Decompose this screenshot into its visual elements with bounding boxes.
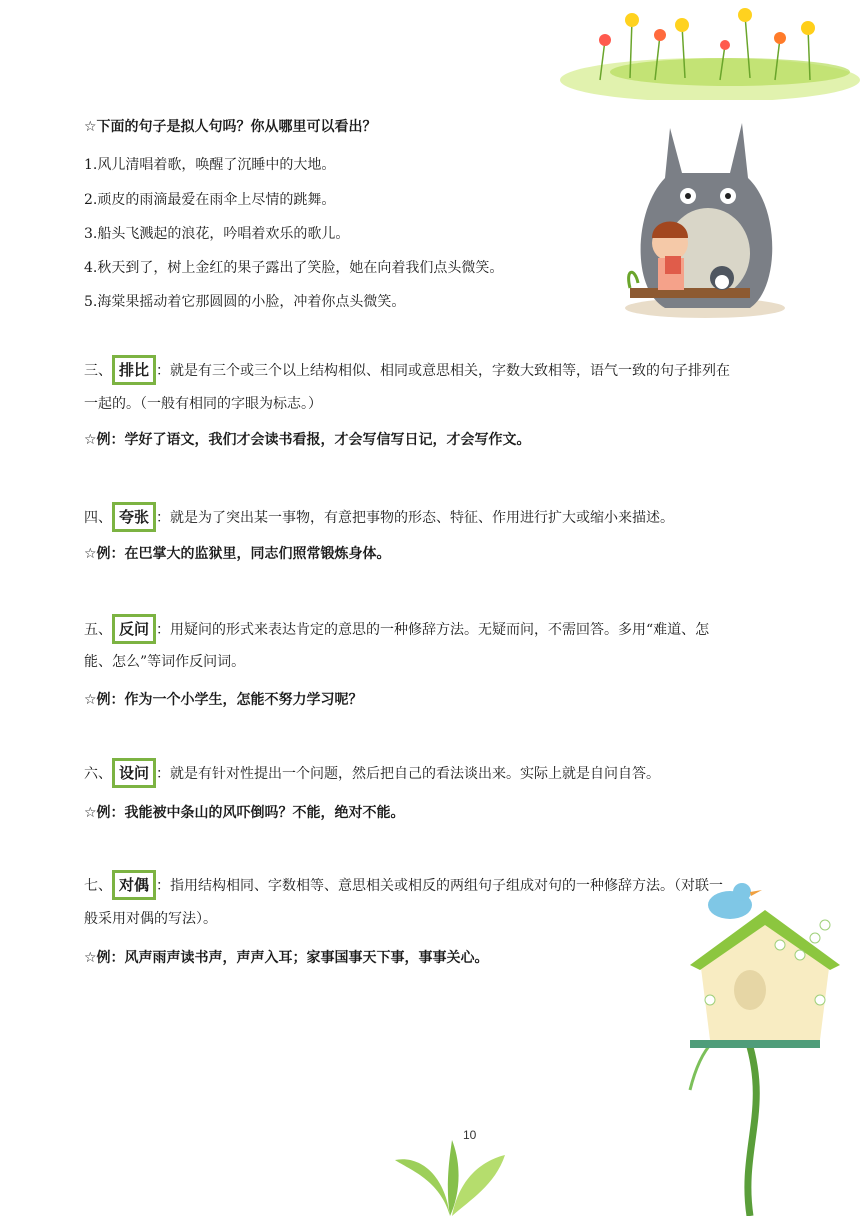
section-number: 六、: [84, 766, 112, 782]
example-sentence: ☆例：在巴掌大的监狱里，同志们照常锻炼身体。: [84, 546, 391, 562]
example-sentence: ☆例：学好了语文，我们才会读书看报，才会写信写日记，才会写作文。: [84, 432, 531, 448]
section-fanwen-definition: [84, 614, 709, 644]
definition-text: ：就是有针对性提出一个问题，然后把自己的看法谈出来。实际上就是自问自答。: [156, 766, 661, 782]
section-shewen-definition: [84, 758, 660, 788]
list-item: 1.风儿清唱着歌，唤醒了沉睡中的大地。: [84, 157, 336, 173]
term-tag-kuazhang: 夸张: [112, 502, 156, 532]
section-kuazhang-definition: [84, 502, 674, 532]
definition-text: ：用疑问的形式来表达肯定的意思的一种修辞方法。无疑而问，不需回答。多用“难道、怎: [156, 622, 710, 638]
section-number: 五、: [84, 622, 112, 638]
leaves-illustration: [390, 1140, 510, 1216]
list-item: 2.顽皮的雨滴最爱在雨伞上尽情的跳舞。: [84, 192, 336, 208]
definition-text-continued: 一起的。（一般有相同的字眼为标志。）: [84, 396, 322, 412]
term-tag-paibi: 排比: [112, 355, 156, 385]
section-number: 四、: [84, 510, 112, 526]
example-sentence: ☆例：作为一个小学生，怎能不努力学习呢？: [84, 692, 363, 708]
term-tag-shewen: 设问: [112, 758, 156, 788]
section-duiou-definition: [84, 870, 723, 900]
section-number: 三、: [84, 363, 112, 379]
list-item: 3.船头飞溅起的浪花，吟唱着欢乐的歌儿。: [84, 226, 350, 242]
flower-meadow-illustration: [560, 0, 860, 100]
term-tag-duiou: 对偶: [112, 870, 156, 900]
section-paibi-definition: [84, 355, 730, 385]
section-number: 七、: [84, 878, 112, 894]
birdhouse-vine-illustration: [630, 850, 850, 1216]
definition-text-continued: 般采用对偶的写法）。: [84, 911, 217, 927]
term-tag-fanwen: 反问: [112, 614, 156, 644]
totoro-girl-illustration: [610, 118, 790, 318]
definition-text: ：指用结构相同、字数相等、意思相关或相反的两组句子组成对句的一种修辞方法。（对联一: [156, 878, 724, 894]
question-title: ☆下面的句子是拟人句吗？你从哪里可以看出？: [84, 119, 377, 135]
page-number: 10: [463, 1128, 477, 1142]
definition-text: ：就是为了突出某一事物，有意把事物的形态、特征、作用进行扩大或缩小来描述。: [156, 510, 675, 526]
example-sentence: ☆例：我能被中条山的风吓倒吗？不能，绝对不能。: [84, 805, 405, 821]
definition-text: ：就是有三个或三个以上结构相似、相同或意思相关，字数大致相等，语气一致的句子排列在: [156, 363, 731, 379]
list-item: 5.海棠果摇动着它那圆圆的小脸，冲着你点头微笑。: [84, 294, 406, 310]
example-sentence: ☆例：风声雨声读书声，声声入耳；家事国事天下事，事事关心。: [84, 950, 489, 966]
list-item: 4.秋天到了，树上金红的果子露出了笑脸，她在向着我们点头微笑。: [84, 260, 504, 276]
definition-text-continued: 能、怎么”等词作反问词。: [84, 654, 246, 670]
